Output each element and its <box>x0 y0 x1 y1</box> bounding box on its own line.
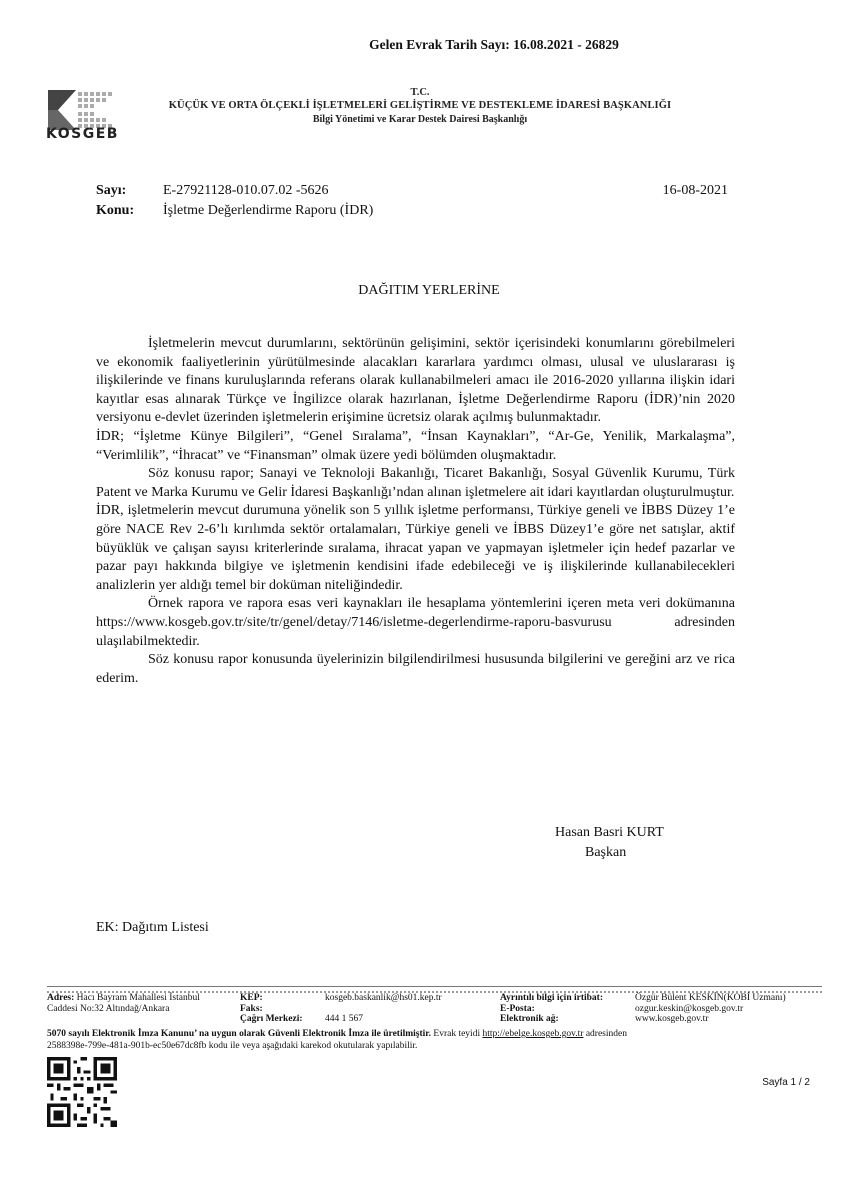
kep-label: KEP: <box>240 993 263 1003</box>
document-date: 16-08-2021 <box>662 183 728 198</box>
verification-code-line <box>47 1041 827 1052</box>
paragraph: İDR; “İşletme Künye Bilgileri”, “Genel Sıralama”, “İnsan Kaynakları”, “Ar-Ge, Yenilik, Markalaşma”, “Verimlilik”, “İhracat” ve “Finansman” olmak üzere yedi bölümden oluşmaktadır. <box>96 428 735 463</box>
footer-divider <box>47 986 822 993</box>
kep-address[interactable]: kosgeb.baskanlik@hs01.kep.tr <box>325 993 442 1003</box>
faks-label: Faks: <box>240 1003 263 1014</box>
konu-value: İşletme Değerlendirme Raporu (İDR) <box>163 203 374 218</box>
paragraph: İDR, işletmelerin mevcut durumuna yönelik son 5 yıllık işletme performansı, Türkiye geneli ve İBBS Düzey 1’e göre NACE Rev 2-6’lı kırılımda sektör ortalamaları, Türkiye geneli ve İBBS Düzey1’e göre net satışlar, aktif büyüklük ve çalışan sayısı kriterlerinde sıralama, ihracat yapan ve yapmayan işletmeler için hedef pazarlar ve pazar payı hakkında bilgiye ve işletmenin kendisini ifade edebileceği ve iş ilişkilerinde kullanabilecekleri analizlerin yer aldığı temel bir doküman niteliğindedir. <box>96 503 735 593</box>
page-number: Sayfa 1 / 2 <box>762 1077 810 1088</box>
footer-address <box>47 993 237 1014</box>
qr-code[interactable] <box>47 1057 117 1127</box>
footer-contact-labels <box>240 993 303 1025</box>
verification-code: 2588398e-799e-481a-901b-ec50e67dc8fb <box>47 1041 207 1051</box>
address-label: Adres: <box>47 993 75 1003</box>
email-label: E-Posta: <box>500 1003 535 1014</box>
signatory-name: Hasan Basri KURT <box>555 825 664 840</box>
header-institution: KÜÇÜK VE ORTA ÖLÇEKLİ İŞLETMELERİ GELİŞTİRME VE DESTEKLEME İDARESİ BAŞKANLIĞI <box>168 100 672 111</box>
verification-text: Evrak teyidi <box>433 1029 481 1039</box>
address-line2: Caddesi No:32 Altındağ/Ankara <box>47 1003 170 1014</box>
contact-person: Özgür Bülent KESKİN(KOBİ Uzmanı) <box>635 993 786 1003</box>
konu-label: Konu: <box>96 203 135 218</box>
signatory-title: Başkan <box>585 845 627 860</box>
signature-block <box>555 823 664 863</box>
address-line1: Hacı Bayram Mahallesi İstanbul <box>76 993 200 1003</box>
paragraph: İşletmelerin mevcut durumlarını, sektörünün gelişimini, sektör içerisindeki konumlarını görebilmeleri ve ekonomik faaliyetlerinin yürütülmesinde alacakları kararlara yardımcı olması, ulusal ve uluslararası iş ilişkilerinde ve finans kuruluşlarında referans olarak kullanabilmeleri amacı ile 2016-2020 yıllarına ilişkin idari kayıtlar esas alınarak Türkçe ve İngilizce olarak hazırlanan, İşletme Değerlendirme Raporu (İDR)’nin 2020 versiyonu e-devlet üzerinden işletmelerin erişimine ücretsiz olarak açılmış bulunmaktadır. <box>96 336 735 426</box>
verification-code-tail: kodu ile veya aşağıdaki karekod okutularak yapılabilir. <box>208 1041 418 1051</box>
sayi-value: E-27921128-010.07.02 -5626 <box>163 183 329 198</box>
e-signature-notice <box>47 1029 827 1040</box>
paragraph: Söz konusu rapor; Sanayi ve Teknoloji Bakanlığı, Ticaret Bakanlığı, Sosyal Güvenlik Kurumu, Türk Patent ve Marka Kurumu ve Gelir İdaresi Başkanlığı’ndan alınan işletmelere ait idari kayıtlardan oluşturulmuştur. <box>96 466 735 500</box>
attachment-note: EK: Dağıtım Listesi <box>96 920 209 935</box>
kosgeb-logo-text: KOSGEB <box>46 126 119 142</box>
contact-email[interactable]: ozgur.keskin@kosgeb.gov.tr <box>635 1003 744 1014</box>
call-center-number: 444 1 567 <box>325 1014 363 1024</box>
recipient-heading: DAĞITIM YERLERİNE <box>358 283 500 298</box>
verification-link[interactable]: http://ebelge.kosgeb.gov.tr <box>482 1029 584 1039</box>
sayi-label: Sayı: <box>96 183 127 198</box>
e-signature-law: 5070 sayılı Elektronik İmza Kanunu’ na uygun olarak Güvenli Elektronik İmza ile üretilmiştir. <box>47 1029 432 1039</box>
paragraph: Örnek rapora ve rapora esas veri kaynakları ile hesaplama yöntemlerini içeren meta veri dokümanına https://www.kosgeb.gov.tr/site/tr/genel/detay/7146/isletme-degerlendirme-raporu-basvurusu adresinden ulaşılabilmektedir. <box>96 596 735 649</box>
web-label: Elektronik ağ: <box>500 1014 559 1024</box>
website[interactable]: www.kosgeb.gov.tr <box>635 1014 709 1024</box>
contact-label: Ayrıntılı bilgi için irtibat: <box>500 993 604 1003</box>
letter-body <box>96 335 735 688</box>
paragraph: Söz konusu rapor konusunda üyelerinizin bilgilendirilmesi hususunda bilgilerini ve gereğini arz ve rica ederim. <box>96 652 735 686</box>
call-center-label: Çağrı Merkezi: <box>240 1014 303 1024</box>
footer-contact-person-values <box>635 993 786 1025</box>
footer-contact-person-labels <box>500 993 603 1025</box>
header-department: Bilgi Yönetimi ve Karar Destek Dairesi Başkanlığı <box>312 114 528 125</box>
incoming-document-stamp: Gelen Evrak Tarih Sayı: 16.08.2021 - 26829 <box>369 37 619 52</box>
header-tc: T.C. <box>410 87 430 98</box>
verification-tail: adresinden <box>585 1029 627 1039</box>
